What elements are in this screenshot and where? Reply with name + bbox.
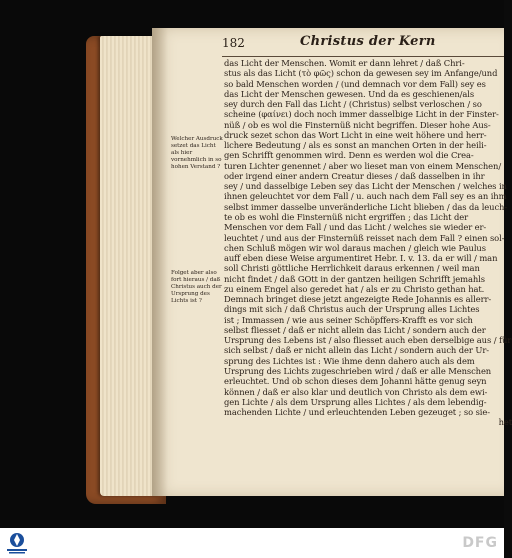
text-line: sey / und dasselbige Leben sey das Licht der Menschen / welches in xyxy=(224,181,507,192)
body-text xyxy=(224,58,512,428)
viewer-footer-bar xyxy=(0,528,504,558)
text-line: machenden Lichte / und erleuchtenden Leben gezeuget ; so sie- xyxy=(224,407,490,418)
text-line: chen Schluß mögen wir wol daraus machen / gleich wie Paulus xyxy=(224,242,486,253)
text-line: selbst immer dasselbe unveränderliche Licht blieben / das da leuch- xyxy=(224,201,508,212)
text-line: soll Christi göttliche Herrlichkeit daraus erkennen / weil man xyxy=(224,263,480,274)
page-gutter-shadow xyxy=(152,28,168,496)
text-line: ihnen geleuchtet vor dem Fall / u. auch nach dem Fall sey es an ihm xyxy=(224,191,507,202)
text-line: selbst fliesset / daß er nicht allein das Licht / sondern auch der xyxy=(224,324,486,335)
text-line: zu einem Engel also geredet hat / als er zu Christo gethan hat. xyxy=(224,283,485,294)
text-line: oder irgend einer andern Creatur dieses / daß dasselben in ihr xyxy=(224,170,485,181)
text-line: Ursprung des Lichts zugeschrieben wird / daß er alle Menschen xyxy=(224,365,492,376)
page-edges xyxy=(100,36,160,496)
text-line: stus als das Licht (τὸ φῶς) schon da gewesen sey im Anfange/und xyxy=(224,68,498,79)
text-line: nicht findet / daß GOtt in der gantzen heiligen Schrifft jemahls xyxy=(224,273,485,284)
text-line: sprung des Lichtes ist : Wie ihme denn dahero auch als dem xyxy=(224,355,475,366)
text-line: auff eben diese Weise argumentiret Hebr. I. v. 13. da er will / man xyxy=(224,253,498,264)
running-head xyxy=(222,34,504,56)
text-line: dings mit sich / daß Christus auch der Ursprung alles Lichtes xyxy=(224,304,480,315)
margin-note: Welcher Ausdruck setzet das Licht als hier vornehmlich in so hohen Verstand ? xyxy=(171,136,223,170)
funder-mark: DFG xyxy=(462,535,498,551)
text-line: sey durch den Fall das Licht / (Christus) selbst verloschen / so xyxy=(224,99,482,110)
library-logo-icon xyxy=(4,530,30,556)
text-line: sich selbst / daß er nicht allein das Licht / sondern auch der Ur- xyxy=(224,345,489,356)
text-line: het xyxy=(498,417,512,428)
text-line: gen Schrifft genommen wird. Denn es werden wol die Crea- xyxy=(224,150,474,161)
text-line: druck sezet schon das Wort Licht in eine weit höhere und herr- xyxy=(224,129,487,140)
text-line: Demnach bringet diese jetzt angezeigte Rede Johannis es allerr- xyxy=(224,294,492,305)
text-line: Menschen vor dem Fall / und das Licht / welches sie wieder er- xyxy=(224,222,487,233)
text-line: turen Lichter genennet / aber wo lieset man von einem Menschen/ xyxy=(224,160,502,171)
running-head-title: Christus der Kern xyxy=(300,34,436,49)
margin-note: Folget aber also fort hieraus / daß Christus auch der Ursprung des Lichts ist ? xyxy=(171,270,222,304)
text-line: Ursprung des Lebens ist / also fliesset auch eben derselbige aus / für xyxy=(224,335,512,346)
book-page xyxy=(152,28,512,496)
text-line: lichere Bedeutung / als es sonst an manchen Orten in der heili- xyxy=(224,140,487,151)
text-line: gen Lichte / als dem Ursprung alles Lichtes / als dem lebendig- xyxy=(224,396,487,407)
text-line: leuchtet / und aus der Finsternüß reisset nach dem Fall ? einen sol- xyxy=(224,232,505,243)
text-line: scheine (φαίνει) doch noch immer dasselbige Licht in der Finster- xyxy=(224,109,499,120)
header-rule xyxy=(222,56,504,57)
page-number: 182 xyxy=(222,36,245,50)
text-line: können / daß er also klar und deutlich von Christo als dem ewi- xyxy=(224,386,488,397)
text-line: das Licht der Menschen. Womit er dann lehret / daß Chri- xyxy=(224,58,465,68)
text-line: ist ; Immassen / wie aus seiner Schöpffers-Krafft es vor sich xyxy=(224,314,473,325)
text-line: das Licht der Menschen gewesen. Und da es geschienen/als xyxy=(224,88,475,99)
text-line: so bald Menschen worden / (und demnach vor dem Fall) sey es xyxy=(224,78,486,89)
text-line: nüß / ob es wol die Finsternüß nicht begriffen. Dieser hohe Aus- xyxy=(224,119,491,130)
text-line: te ob es wohl die Finsternüß nicht ergriffen ; das Licht der xyxy=(224,211,468,222)
text-line: erleuchtet. Und ob schon dieses dem Johanni hätte genug seyn xyxy=(224,376,487,387)
